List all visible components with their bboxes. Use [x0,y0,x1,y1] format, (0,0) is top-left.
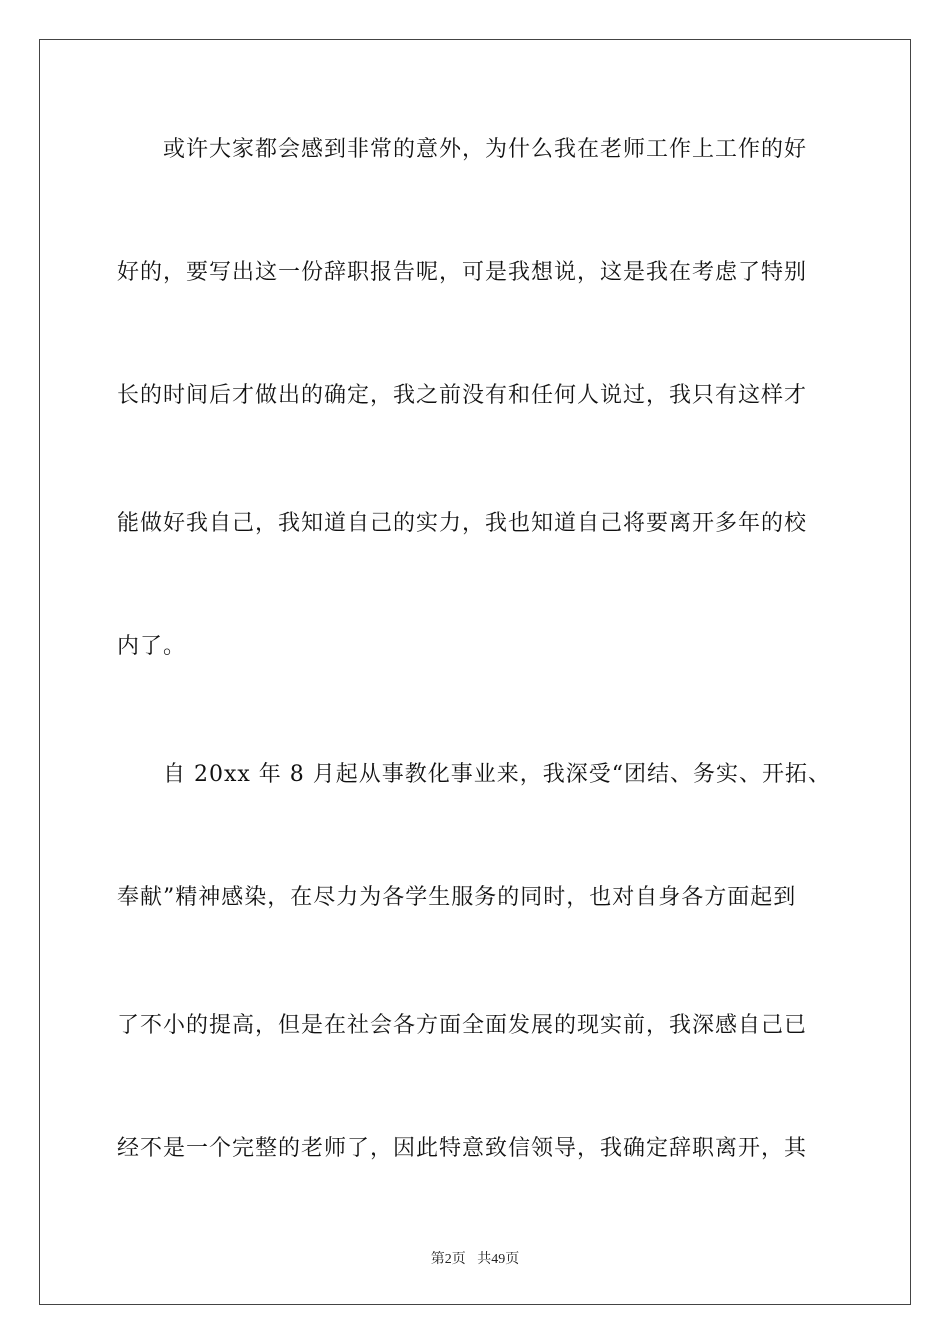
text-line: 奉献”精神感染，在尽力为各学生服务的同时，也对自身各方面起到 [117,885,797,910]
text-line: 自 20xx 年 8 月起从事教化事业来，我深受“团结、务实、开拓、 [117,762,832,787]
text-line: 好的，要写出这一份辞职报告呢，可是我想说，这是我在考虑了特别 [117,260,808,285]
page-number: 第2页 [430,1252,466,1267]
text-line: 能做好我自己，我知道自己的实力，我也知道自己将要离开多年的校 [117,511,808,536]
page-footer [0,1248,950,1268]
text-line: 或许大家都会感到非常的意外，为什么我在老师工作上工作的好 [117,137,808,162]
page-border [39,39,911,1305]
text-line: 经不是一个完整的老师了，因此特意致信领导，我确定辞职离开，其 [117,1136,808,1161]
text-line: 内了。 [117,634,187,659]
text-line: 长的时间后才做出的确定，我之前没有和任何人说过，我只有这样才 [117,383,808,408]
page-total: 共49页 [477,1252,520,1267]
text-line: 了不小的提高，但是在社会各方面全面发展的现实前，我深感自己已 [117,1013,808,1038]
